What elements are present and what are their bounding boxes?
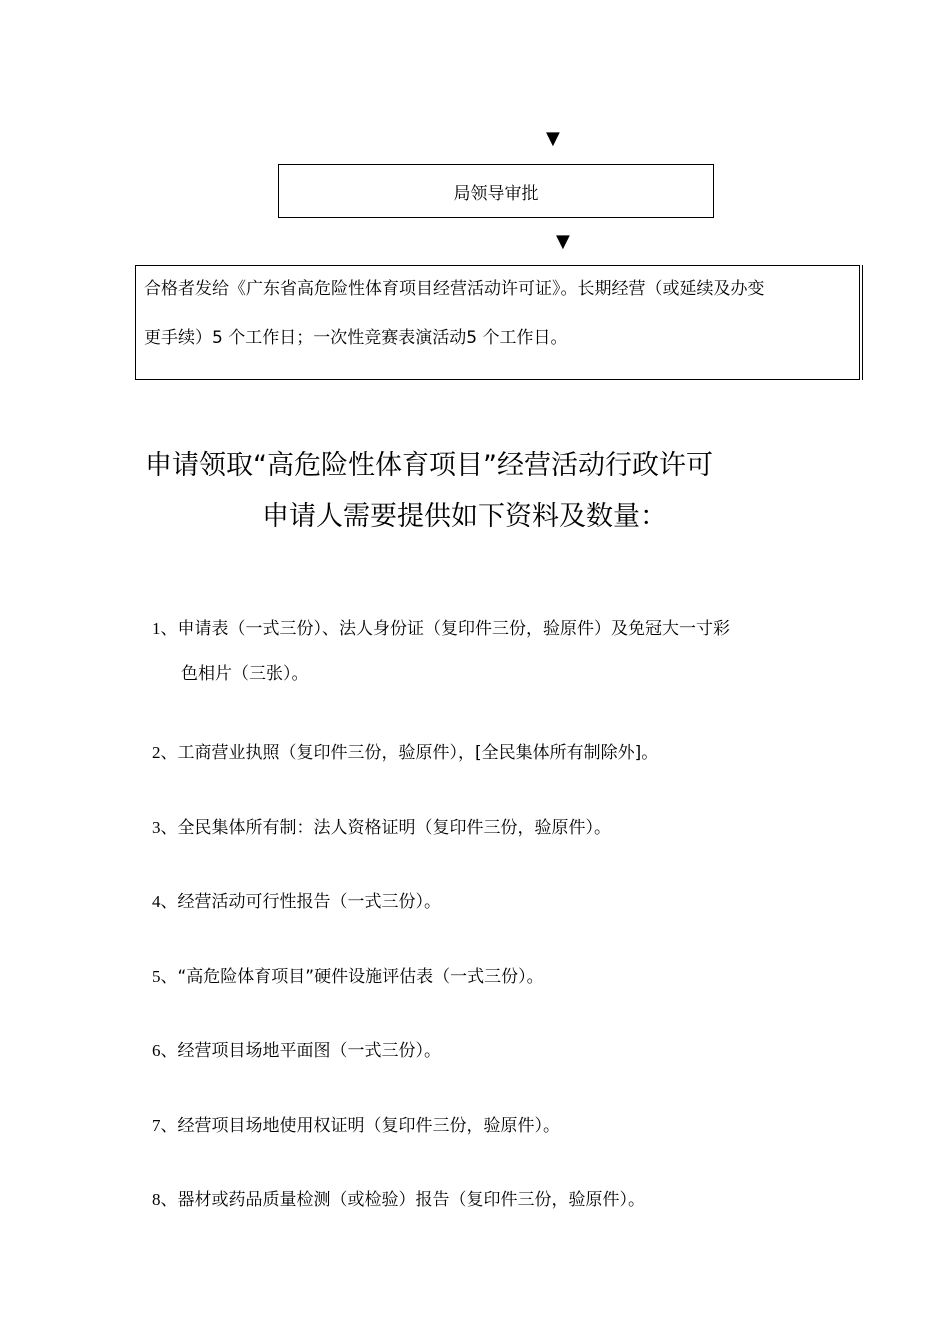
list-item-continuation: 色相片（三张）。	[181, 664, 309, 684]
license-issue-step-box	[135, 265, 860, 380]
approval-step-label: 局领导审批	[453, 183, 539, 204]
list-item-text: 经营项目场地平面图（一式三份）。	[177, 1041, 441, 1061]
list-item-number: 3	[152, 818, 161, 837]
license-issue-text-line2: 更手续）5 个工作日；一次性竞赛表演活动5 个工作日。	[144, 328, 568, 348]
list-item: 5、“高危险体育项目”硬件设施评估表（一式三份）。	[152, 967, 544, 987]
list-item-number: 7	[152, 1116, 161, 1135]
list-item: 6、经营项目场地平面图（一式三份）。	[152, 1041, 441, 1061]
list-item-number: 5	[152, 967, 161, 986]
list-item-number: 2	[152, 743, 161, 762]
down-arrow-icon: ▼	[556, 231, 570, 252]
list-item-text: 经营项目场地使用权证明（复印件三份，验原件）。	[177, 1116, 560, 1136]
list-item-text: 经营活动可行性报告（一式三份）。	[177, 892, 441, 912]
section-heading-line2: 申请人需要提供如下资料及数量：	[262, 501, 667, 532]
list-item-text: 工商营业执照（复印件三份，验原件），[全民集体所有制除外]。	[177, 743, 659, 763]
list-item-number: 8	[152, 1190, 161, 1209]
list-item: 3、全民集体所有制：法人资格证明（复印件三份，验原件）。	[152, 818, 611, 838]
list-item: 8、器材或药品质量检测（或检验）报告（复印件三份，验原件）。	[152, 1190, 645, 1210]
list-item-number: 4	[152, 892, 161, 911]
list-item-text: “高危险体育项目”硬件设施评估表（一式三份）。	[177, 967, 544, 987]
list-item-text: 全民集体所有制：法人资格证明（复印件三份，验原件）。	[177, 818, 611, 838]
approval-step-box	[278, 164, 714, 218]
down-arrow-icon: ▼	[546, 128, 560, 149]
license-issue-text-line1: 合格者发给《广东省高危险性体育项目经营活动许可证》。长期经营（或延续及办变	[144, 279, 765, 299]
list-item: 7、经营项目场地使用权证明（复印件三份，验原件）。	[152, 1116, 560, 1136]
section-heading-line1: 申请领取“高危险性体育项目”经营活动行政许可	[145, 450, 713, 481]
list-item: 4、经营活动可行性报告（一式三份）。	[152, 892, 441, 912]
list-item-text: 申请表（一式三份）、法人身份证（复印件三份，验原件）及免冠大一寸彩	[177, 619, 730, 639]
list-item-number: 6	[152, 1041, 161, 1060]
list-item: 1、申请表（一式三份）、法人身份证（复印件三份，验原件）及免冠大一寸彩	[152, 619, 730, 639]
list-item-number: 1	[152, 619, 161, 638]
list-item: 2、工商营业执照（复印件三份，验原件），[全民集体所有制除外]。	[152, 743, 659, 763]
list-item-text: 器材或药品质量检测（或检验）报告（复印件三份，验原件）。	[177, 1190, 645, 1210]
